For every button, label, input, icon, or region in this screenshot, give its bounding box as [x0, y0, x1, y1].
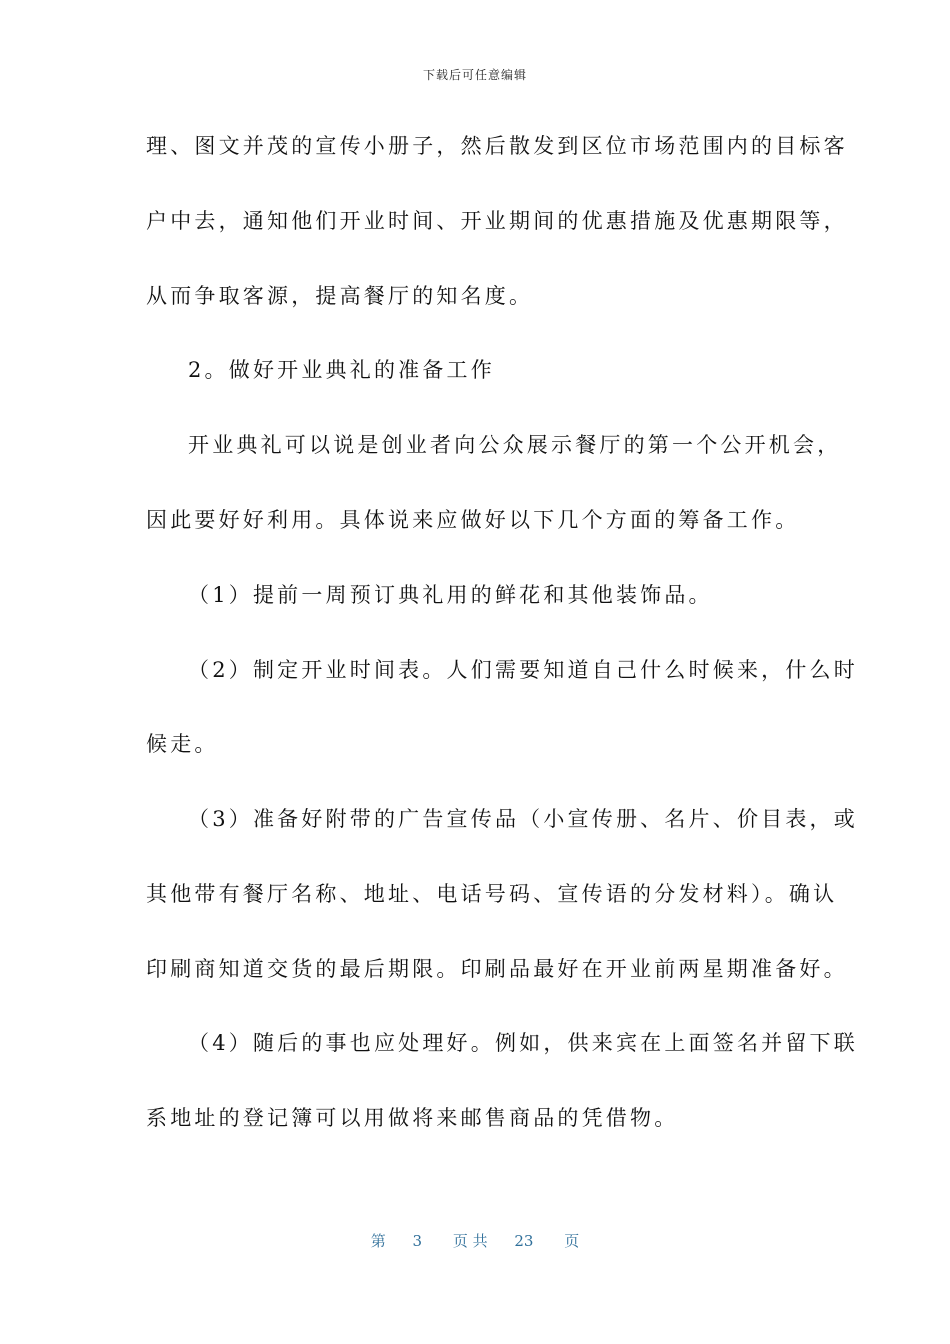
paragraph-line: 开业典礼可以说是创业者向公众展示餐厅的第一个公开机会， [188, 433, 842, 457]
paragraph-line: 因此要好好利用。具体说来应做好以下几个方面的筹备工作。 [146, 508, 800, 532]
paragraph-line: 印刷商知道交货的最后期限。印刷品最好在开业前两星期准备好。 [146, 957, 848, 981]
paragraph-line: 户中去，通知他们开业时间、开业期间的优惠措施及优惠期限等， [146, 209, 848, 233]
paragraph-line: 候走。 [146, 732, 219, 756]
list-item: （2）制定开业时间表。人们需要知道自己什么时候来，什么时 [188, 658, 858, 682]
footer-label-page: 第 [370, 1232, 386, 1250]
paragraph-line: 从而争取客源，提高餐厅的知名度。 [146, 284, 534, 308]
footer-label-of: 页 共 [452, 1232, 488, 1250]
list-item: （4）随后的事也应处理好。例如，供来宾在上面签名并留下联 [188, 1031, 858, 1055]
paragraph-line: 系地址的登记簿可以用做将来邮售商品的凭借物。 [146, 1106, 679, 1130]
page-header: 下载后可任意编辑 [422, 68, 527, 82]
paragraph-line: 理、图文并茂的宣传小册子，然后散发到区位市场范围内的目标客 [146, 134, 848, 158]
page-footer [0, 1230, 950, 1251]
list-item: （1）提前一周预订典礼用的鲜花和其他装饰品。 [188, 583, 713, 607]
section-heading: 2。做好开业典礼的准备工作 [188, 358, 495, 382]
list-item: （3）准备好附带的广告宣传品（小宣传册、名片、价目表，或 [188, 807, 858, 831]
current-page-number: 3 [412, 1232, 423, 1250]
footer-label-end: 页 [564, 1232, 580, 1250]
paragraph-line: 其他带有餐厅名称、地址、电话号码、宣传语的分发材料）。确认 [146, 882, 838, 906]
total-pages-number: 23 [514, 1232, 534, 1250]
